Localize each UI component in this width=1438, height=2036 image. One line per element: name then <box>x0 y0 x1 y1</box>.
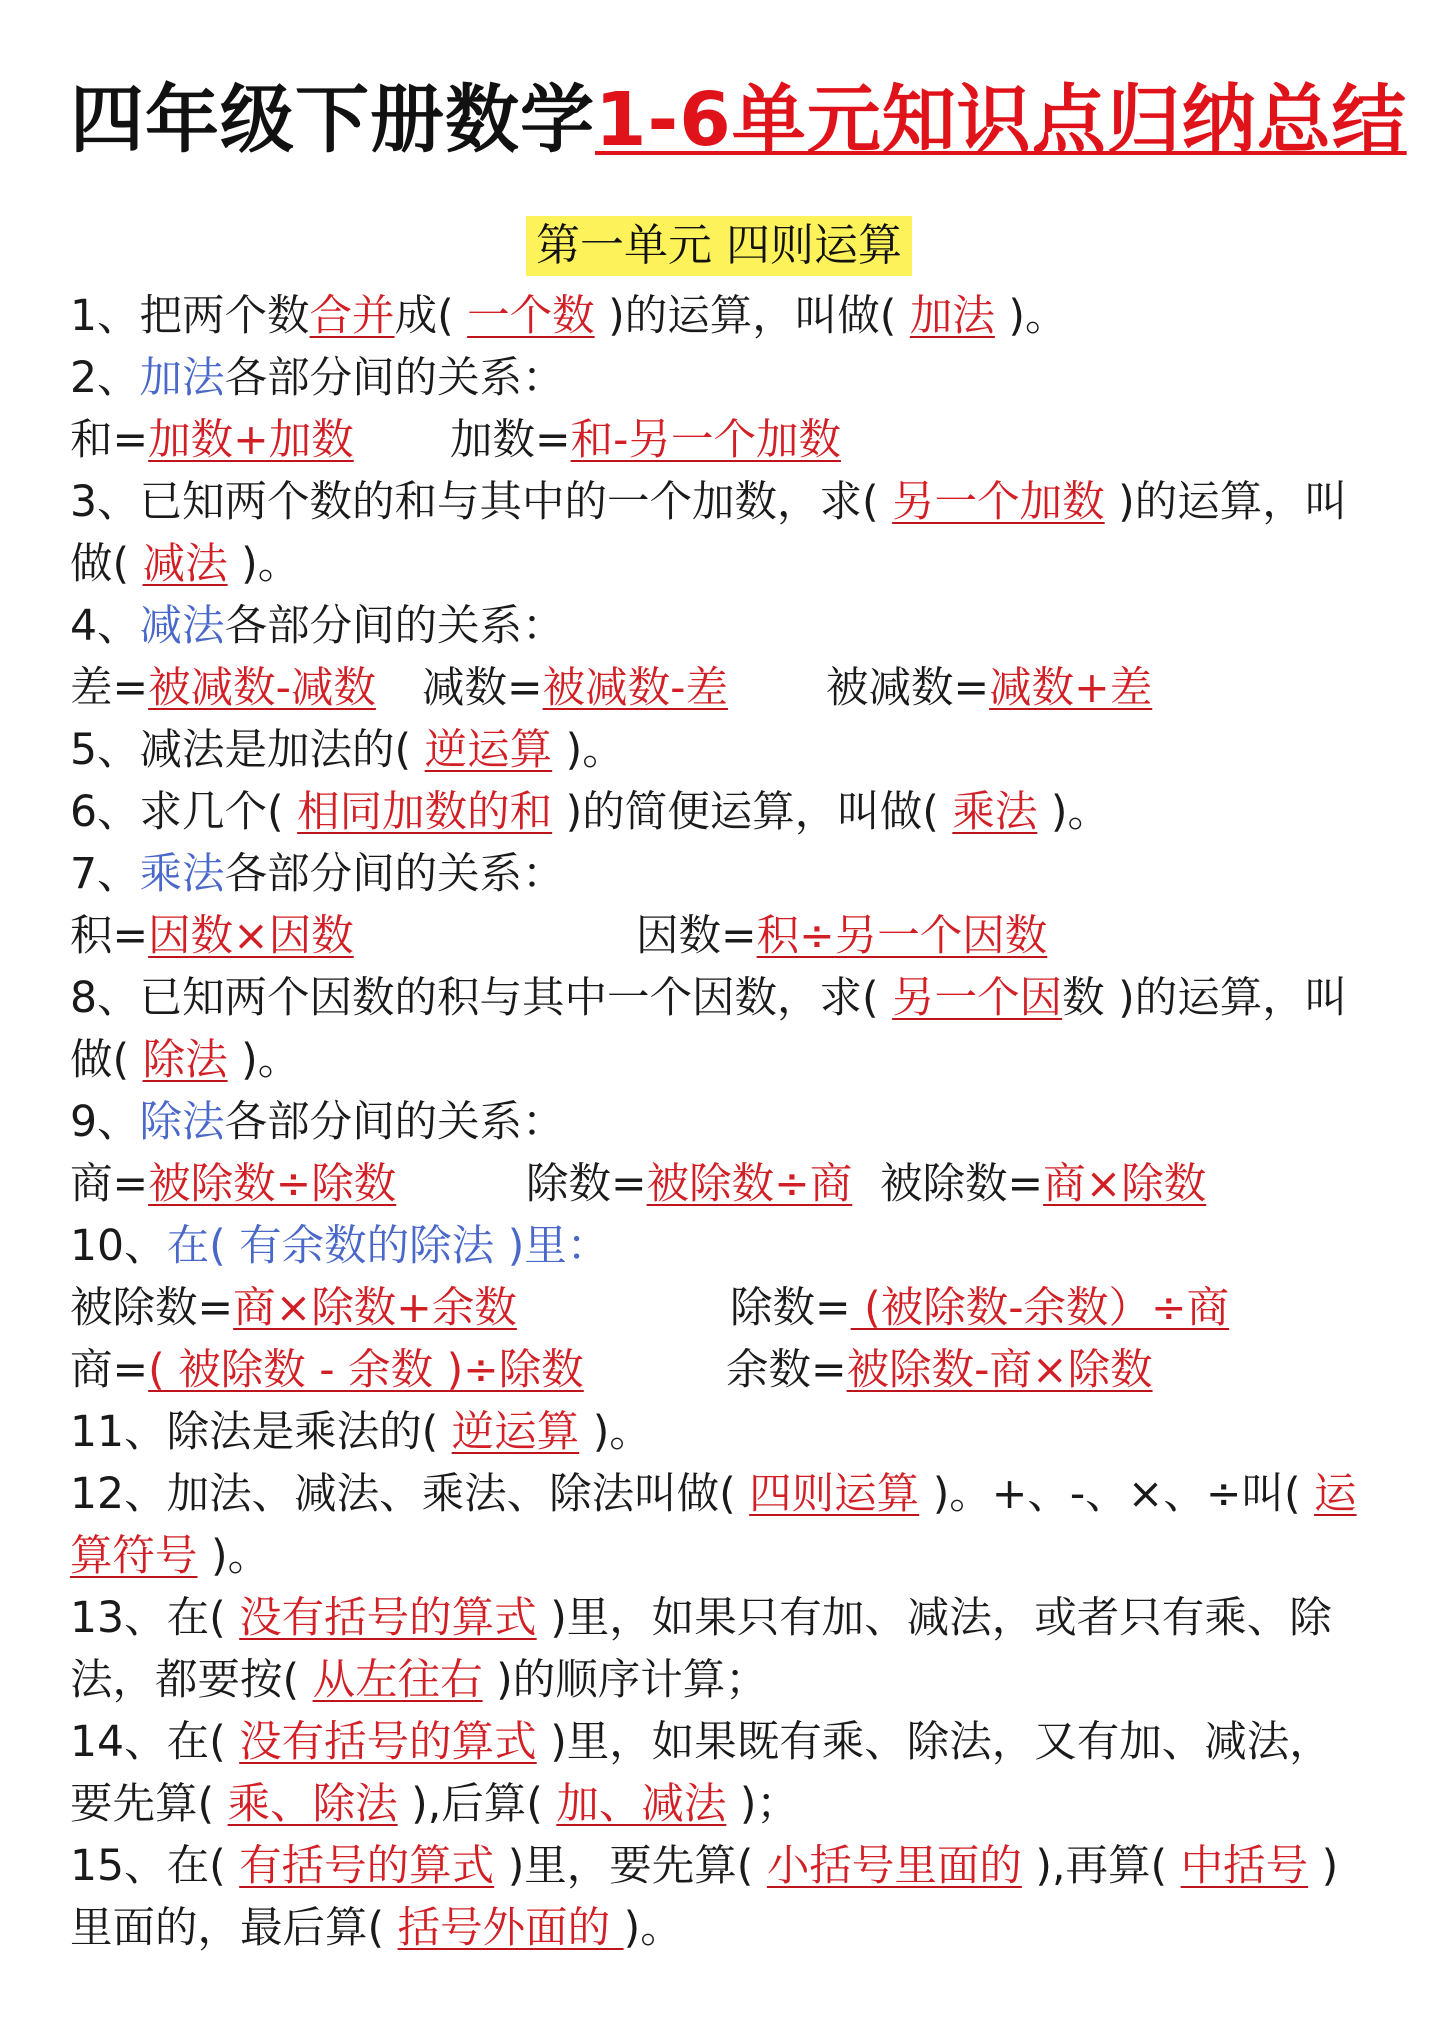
knowledge-points <box>70 286 1368 1960</box>
knowledge-line <box>70 1650 1368 1712</box>
answer-text: ( 被除数 - 余数 )÷除数 <box>148 1346 584 1395</box>
formula-column <box>70 658 376 720</box>
line-text: )的简便运算，叫做( <box>552 788 953 837</box>
knowledge-line <box>70 1030 1368 1092</box>
line-text: 减数= <box>422 664 543 713</box>
line-text: 8、已知两个因数的积与其中一个因数，求( <box>70 974 893 1023</box>
line-text: 数 )的运算，叫 <box>1062 974 1348 1023</box>
knowledge-line <box>70 782 1368 844</box>
term-text: 除法 <box>139 1098 225 1147</box>
knowledge-line <box>70 1216 1368 1278</box>
line-text: )里，如果只有加、减法，或者只有乘、除 <box>536 1594 1332 1643</box>
term-text: 加法 <box>139 354 225 403</box>
knowledge-line <box>70 844 1368 906</box>
answer-text: 因数×因数 <box>148 912 354 961</box>
knowledge-line <box>70 348 1368 410</box>
answer-text: 被减数-差 <box>542 664 728 713</box>
unit-heading-block <box>70 216 1368 280</box>
answer-text: 中括号 <box>1180 1842 1309 1891</box>
line-text: ) <box>1308 1842 1339 1891</box>
knowledge-line <box>70 534 1368 596</box>
answer-text: 另一个加数 <box>892 478 1105 527</box>
formula-column <box>526 1154 852 1216</box>
line-text: 12、加法、减法、乘法、除法叫做( <box>70 1470 750 1519</box>
line-text: 各部分间的关系： <box>224 1098 565 1147</box>
line-text: 因数= <box>636 912 757 961</box>
term-text: 减法 <box>139 602 225 651</box>
answer-text: 有括号的算式 <box>239 1842 495 1891</box>
knowledge-line <box>70 1154 1368 1216</box>
formula-column <box>70 410 354 472</box>
line-text: )里，要先算( <box>494 1842 767 1891</box>
line-text: ),后算( <box>397 1780 557 1829</box>
line-text: 除数= <box>730 1284 851 1333</box>
line-text: 成( <box>394 292 468 341</box>
knowledge-line <box>70 1464 1368 1526</box>
line-text: 被除数= <box>880 1160 1044 1209</box>
line-text: )。 <box>623 1904 683 1953</box>
line-text: 差= <box>70 664 149 713</box>
line-text: 被减数= <box>826 664 990 713</box>
answer-text: 逆运算 <box>451 1408 580 1457</box>
line-text: 13、在( <box>70 1594 240 1643</box>
term-text: 在( 有余数的除法 )里： <box>166 1222 610 1271</box>
line-text: 商= <box>70 1160 149 1209</box>
line-text: 各部分间的关系： <box>224 850 565 899</box>
answer-text: 从左往右 <box>312 1656 483 1705</box>
answer-text: 一个数 <box>467 292 595 341</box>
knowledge-line <box>70 1340 1368 1402</box>
knowledge-line <box>70 1278 1368 1340</box>
answer-text: 减法 <box>142 540 228 589</box>
answer-text: 四则运算 <box>749 1470 920 1519</box>
title-block <box>70 0 1407 190</box>
formula-column <box>422 658 728 720</box>
answer-text: 积÷另一个因数 <box>756 912 1048 961</box>
line-text: 15、在( <box>70 1842 240 1891</box>
answer-text: 商×除数 <box>1043 1160 1207 1209</box>
line-text: )的顺序计算； <box>482 1656 768 1705</box>
line-text: 要先算( <box>70 1780 228 1829</box>
line-text: ),再算( <box>1021 1842 1181 1891</box>
knowledge-line <box>70 472 1368 534</box>
answer-text: 减数+差 <box>989 664 1153 713</box>
line-text: 3、已知两个数的和与其中的一个加数，求( <box>70 478 893 527</box>
knowledge-line <box>70 286 1368 348</box>
line-text: 余数= <box>726 1346 847 1395</box>
knowledge-line <box>70 1402 1368 1464</box>
line-text: )。+、-、×、÷叫( <box>919 1470 1315 1519</box>
line-text: 各部分间的关系： <box>224 602 565 651</box>
line-text: 各部分间的关系： <box>224 354 565 403</box>
line-text: 做( <box>70 540 143 589</box>
knowledge-line <box>70 1836 1368 1898</box>
line-text: )。 <box>227 540 301 589</box>
answer-text: 商×除数+余数 <box>233 1284 517 1333</box>
line-text: )。 <box>1037 788 1110 837</box>
answer-text: 加、减法 <box>556 1780 727 1829</box>
knowledge-line <box>70 1526 1368 1588</box>
answer-text: 被除数÷商 <box>646 1160 853 1209</box>
knowledge-line <box>70 596 1368 658</box>
answer-text: 和-另一个加数 <box>570 416 841 465</box>
answer-text: 括号外面的 <box>397 1904 624 1953</box>
knowledge-line <box>70 1898 1368 1960</box>
line-text: 6、求几个( <box>70 788 298 837</box>
formula-column <box>70 1278 517 1340</box>
knowledge-line <box>70 906 1368 968</box>
line-text: )的运算，叫 <box>1104 478 1348 527</box>
unit-heading: 第一单元 四则运算 <box>526 216 912 276</box>
formula-column <box>730 1278 1229 1340</box>
knowledge-line <box>70 968 1368 1030</box>
knowledge-line <box>70 1588 1368 1650</box>
line-text: )里，如果既有乘、除法，又有加、减法， <box>536 1718 1332 1767</box>
formula-column <box>70 1154 396 1216</box>
line-text: 积= <box>70 912 149 961</box>
line-text: 10、 <box>70 1222 167 1271</box>
answer-text: 合并 <box>309 292 395 341</box>
formula-column <box>636 906 1047 968</box>
answer-text: 乘法 <box>952 788 1038 837</box>
answer-text: 被减数-减数 <box>148 664 376 713</box>
title-units: 1-6单元知识点归纳总结 <box>595 77 1407 163</box>
formula-column <box>880 1154 1206 1216</box>
line-text: 14、在( <box>70 1718 240 1767</box>
line-text: )。 <box>552 726 625 775</box>
answer-text: (被除数-余数）÷商 <box>850 1284 1230 1333</box>
line-text: 里面的，最后算( <box>70 1904 398 1953</box>
line-text: 7、 <box>70 850 140 899</box>
line-text: )。 <box>994 292 1068 341</box>
answer-text: 另一个因 <box>892 974 1063 1023</box>
answer-text: 乘、除法 <box>227 1780 398 1829</box>
answer-text: 没有括号的算式 <box>239 1718 537 1767</box>
answer-text: 被除数-商×除数 <box>846 1346 1153 1395</box>
answer-text: 相同加数的和 <box>297 788 553 837</box>
title-grade: 四年级下册数学 <box>70 77 595 163</box>
answer-text: 逆运算 <box>424 726 553 775</box>
formula-column <box>826 658 1152 720</box>
line-text: )。 <box>579 1408 652 1457</box>
line-text: 9、 <box>70 1098 140 1147</box>
line-text: 被除数= <box>70 1284 234 1333</box>
answer-text: 被除数÷除数 <box>148 1160 397 1209</box>
answer-text: 运 <box>1314 1470 1357 1519</box>
line-text: 11、除法是乘法的( <box>70 1408 452 1457</box>
line-text: 2、 <box>70 354 140 403</box>
formula-column <box>70 1340 584 1402</box>
knowledge-line <box>70 1774 1368 1836</box>
answer-text: 算符号 <box>70 1532 198 1581</box>
answer-text: 没有括号的算式 <box>239 1594 537 1643</box>
answer-text: 加法 <box>909 292 995 341</box>
knowledge-line <box>70 410 1368 472</box>
line-text: 除数= <box>526 1160 647 1209</box>
formula-column <box>70 906 354 968</box>
line-text: 1、把两个数 <box>70 292 310 341</box>
line-text: )的运算，叫做( <box>594 292 910 341</box>
page-title <box>70 77 1407 163</box>
line-text: 5、减法是加法的( <box>70 726 425 775</box>
knowledge-line <box>70 1712 1368 1774</box>
line-text: 做( <box>70 1036 143 1085</box>
line-text: 商= <box>70 1346 149 1395</box>
line-text: 法，都要按( <box>70 1656 313 1705</box>
answer-text: 加数+加数 <box>148 416 354 465</box>
line-text: )。 <box>227 1036 301 1085</box>
formula-column <box>450 410 841 472</box>
line-text: 加数= <box>450 416 571 465</box>
knowledge-line <box>70 658 1368 720</box>
line-text: 4、 <box>70 602 140 651</box>
knowledge-line <box>70 1092 1368 1154</box>
formula-column <box>726 1340 1153 1402</box>
answer-text: 小括号里面的 <box>766 1842 1022 1891</box>
line-text: )； <box>726 1780 799 1829</box>
line-text: )。 <box>197 1532 271 1581</box>
knowledge-line <box>70 720 1368 782</box>
term-text: 乘法 <box>139 850 225 899</box>
line-text: 和= <box>70 416 149 465</box>
answer-text: 除法 <box>142 1036 228 1085</box>
